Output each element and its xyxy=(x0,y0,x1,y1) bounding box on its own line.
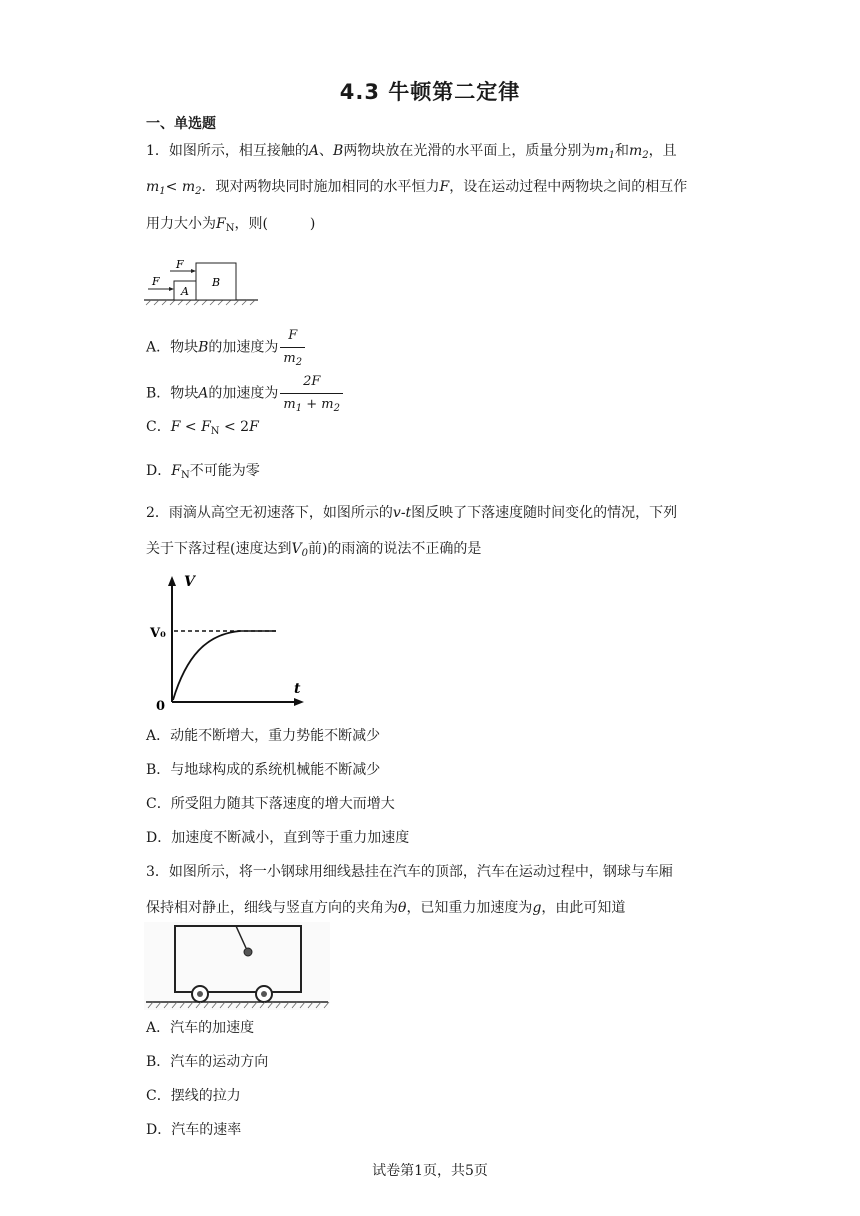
page-footer: 试卷第1页，共5页 xyxy=(372,1163,488,1179)
graph-origin-label: 0 xyxy=(156,699,166,714)
fraction: $\frac{2F}{m_1 + m_2}$ xyxy=(280,372,343,415)
q1-option-b: B．物块A的加速度为 $\frac{2F}{m_1 + m_2}$ xyxy=(146,372,343,415)
fraction: $\frac{F}{m_2}$ xyxy=(280,326,305,369)
figure-force-label-top: F xyxy=(176,258,184,271)
q3-option-c: C．摆线的拉力 xyxy=(146,1088,241,1104)
q1-blocks-figure xyxy=(144,256,260,306)
graph-v0-label: V₀ xyxy=(150,626,166,641)
section-heading: 一、单选题 xyxy=(146,116,216,132)
graph-y-label: V xyxy=(184,574,195,590)
q3-stem-line1: 3．如图所示，将一小钢球用细线悬挂在汽车的顶部，汽车在运动过程中，钢球与车厢 xyxy=(146,864,673,880)
page-title: 4.3 牛顿第二定律 xyxy=(339,80,521,104)
q1-option-d: D．$F_N$不可能为零 xyxy=(146,463,260,481)
graph-x-label: t xyxy=(294,681,301,697)
q3-option-a: A．汽车的加速度 xyxy=(146,1020,255,1036)
q3-option-d: D．汽车的速率 xyxy=(146,1122,242,1138)
q1-option-c: C．$F < F_N < 2F$ xyxy=(146,419,259,437)
q3-option-b: B．汽车的运动方向 xyxy=(146,1054,269,1070)
q1-stem-line2: $m_1< m_2$．现对两物块同时施加相同的水平恒力F，设在运动过程中两物块之间的相互作 xyxy=(146,179,688,197)
q3-car-figure xyxy=(144,922,330,1010)
q2-vt-graph xyxy=(148,572,308,718)
figure-block-b-label: B xyxy=(212,276,221,289)
q2-option-c: C．所受阻力随其下落速度的增大而增大 xyxy=(146,796,395,812)
q1-stem-line1: 1．如图所示，相互接触的A、B两物块放在光滑的水平面上，质量分别为$m_1$和$m_2$，且 xyxy=(146,143,677,161)
q3-stem-line2: 保持相对静止，细线与竖直方向的夹角为θ，已知重力加速度为g，由此可知道 xyxy=(146,900,626,916)
q2-stem-line1: 2．雨滴从高空无初速落下，如图所示的v-t图反映了下落速度随时间变化的情况，下列 xyxy=(146,505,678,521)
figure-block-a-label: A xyxy=(181,285,189,298)
q2-stem-line2: 关于下落过程(速度达到$V_0$前)的雨滴的说法不正确的是 xyxy=(146,541,482,559)
figure-force-label-bottom: F xyxy=(152,275,160,288)
q2-option-a: A．动能不断增大，重力势能不断减少 xyxy=(146,728,381,744)
q2-option-b: B．与地球构成的系统机械能不断减少 xyxy=(146,762,381,778)
q2-option-d: D．加速度不断减小，直到等于重力加速度 xyxy=(146,830,410,846)
q1-option-a: A．物块B的加速度为 $\frac{F}{m_2}$ xyxy=(146,326,305,369)
q1-stem-line3: 用力大小为$F_N$，则( ) xyxy=(146,216,316,234)
